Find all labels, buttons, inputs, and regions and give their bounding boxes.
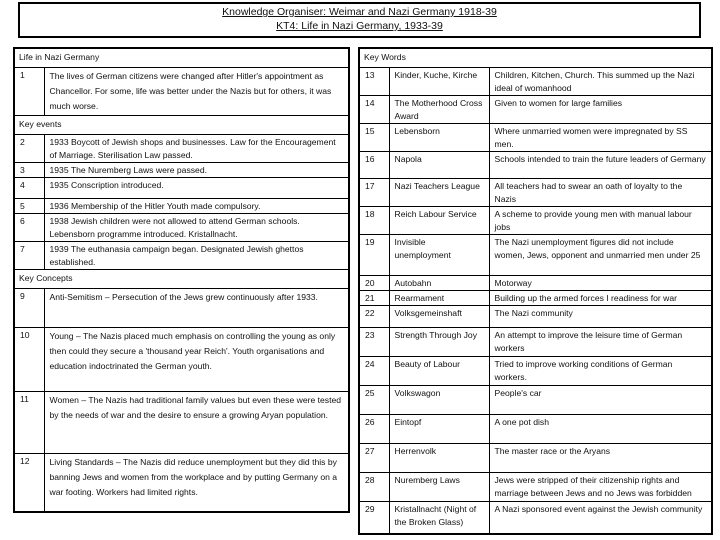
section-title: Key events (14, 116, 349, 135)
key-word-row (359, 235, 712, 276)
key-word-definition: The Nazi community (489, 306, 712, 328)
key-word-row (359, 276, 712, 291)
key-word-term: Beauty of Labour (389, 357, 489, 386)
event-row (14, 199, 349, 214)
key-word-row (359, 179, 712, 207)
row-text: 1936 Membership of the Hitler Youth made compulsory. (44, 199, 349, 214)
life-in-nazi-germany-table (13, 47, 350, 513)
section-header-overview (14, 48, 349, 68)
key-word-term: Eintopf (389, 415, 489, 444)
row-number: 22 (359, 306, 389, 328)
key-word-term: Volksgemeinshaft (389, 306, 489, 328)
key-word-term: Autobahn (389, 276, 489, 291)
event-row (14, 242, 349, 270)
key-word-row (359, 328, 712, 357)
key-word-definition: Tried to improve working conditions of German workers. (489, 357, 712, 386)
section-title: Key Concepts (14, 270, 349, 289)
key-word-row (359, 357, 712, 386)
key-word-definition: An attempt to improve the leisure time of German workers (489, 328, 712, 357)
key-word-term: Kristallnacht (Night of the Broken Glass) (389, 502, 489, 535)
key-words-table (358, 47, 713, 535)
key-word-row (359, 68, 712, 96)
row-text: 1935 Conscription introduced. (44, 178, 349, 199)
concept-row (14, 289, 349, 328)
document-subtitle: KT4: Life in Nazi Germany, 1933-39 (276, 20, 443, 32)
row-number: 29 (359, 502, 389, 535)
concept-row (14, 392, 349, 454)
key-word-term: Invisible unemployment (389, 235, 489, 276)
row-number: 13 (359, 68, 389, 96)
row-number: 3 (14, 163, 44, 178)
key-word-term: The Motherhood Cross Award (389, 96, 489, 124)
key-word-term: Lebensborn (389, 124, 489, 152)
key-word-definition: A scheme to provide young men with manual labour jobs (489, 207, 712, 235)
row-number: 19 (359, 235, 389, 276)
key-word-term: Rearmament (389, 291, 489, 306)
row-number: 11 (14, 392, 44, 454)
key-word-definition: Building up the armed forces I readiness for war (489, 291, 712, 306)
event-row (14, 214, 349, 242)
key-word-definition: The master race or the Aryans (489, 444, 712, 473)
row-text: The lives of German citizens were changed after Hitler's appointment as Chancellor. For some, life was better under the Nazis but for others, it was much worse. (44, 68, 349, 116)
key-word-definition: Jews were stripped of their citizenship rights and marriage between Jews and no Jews was forbidden (489, 473, 712, 502)
key-word-row (359, 152, 712, 179)
key-word-term: Volkswagon (389, 386, 489, 415)
key-word-term: Herrenvolk (389, 444, 489, 473)
key-word-row (359, 415, 712, 444)
event-row (14, 163, 349, 178)
row-text: Anti-Semitism – Persecution of the Jews grew continuously after 1933. (44, 289, 349, 328)
row-number: 10 (14, 328, 44, 392)
key-word-term: Kinder, Kuche, Kirche (389, 68, 489, 96)
row-number: 28 (359, 473, 389, 502)
row-number: 25 (359, 386, 389, 415)
row-number: 23 (359, 328, 389, 357)
key-word-row (359, 207, 712, 235)
section-title: Key Words (359, 48, 712, 68)
key-word-definition: Given to women for large families (489, 96, 712, 124)
key-word-definition: Motorway (489, 276, 712, 291)
row-number: 17 (359, 179, 389, 207)
section-header-key-words (359, 48, 712, 68)
key-word-definition: A one pot dish (489, 415, 712, 444)
concept-row (14, 328, 349, 392)
row-number: 7 (14, 242, 44, 270)
key-word-definition: All teachers had to swear an oath of loyalty to the Nazis (489, 179, 712, 207)
key-word-term: Nuremberg Laws (389, 473, 489, 502)
key-word-term: Reich Labour Service (389, 207, 489, 235)
row-number: 6 (14, 214, 44, 242)
key-word-definition: People's car (489, 386, 712, 415)
document-header (18, 2, 701, 38)
row-text: Young – The Nazis placed much emphasis on controlling the young as only then could they secure a 'thousand year Reich'. Youth organisations and education indoctrinated the German youth. (44, 328, 349, 392)
key-word-definition: Where unmarried women were impregnated by SS men. (489, 124, 712, 152)
event-row (14, 135, 349, 163)
row-number: 14 (359, 96, 389, 124)
row-number: 27 (359, 444, 389, 473)
concept-row (14, 454, 349, 513)
key-word-definition: A Nazi sponsored event against the Jewish community (489, 502, 712, 535)
row-text: 1935 The Nuremberg Laws were passed. (44, 163, 349, 178)
document-title: Knowledge Organiser: Weimar and Nazi Germany 1918-39 (222, 6, 497, 18)
key-word-term: Strength Through Joy (389, 328, 489, 357)
key-word-row (359, 291, 712, 306)
key-word-row (359, 96, 712, 124)
key-word-definition: The Nazi unemployment figures did not include women, Jews, opponent and unmarried men under 25 (489, 235, 712, 276)
key-word-term: Nazi Teachers League (389, 179, 489, 207)
row-text: Women – The Nazis had traditional family values but even these were tested by the needs of war and the desire to ensure a growing Aryan population. (44, 392, 349, 454)
row-number: 15 (359, 124, 389, 152)
key-word-term: Napola (389, 152, 489, 179)
row-number: 26 (359, 415, 389, 444)
row-number: 2 (14, 135, 44, 163)
overview-row (14, 68, 349, 116)
key-word-row (359, 124, 712, 152)
section-title: Life in Nazi Germany (14, 48, 349, 68)
row-number: 20 (359, 276, 389, 291)
key-word-row (359, 386, 712, 415)
row-number: 5 (14, 199, 44, 214)
row-number: 18 (359, 207, 389, 235)
row-number: 24 (359, 357, 389, 386)
section-header-concepts (14, 270, 349, 289)
row-text: 1938 Jewish children were not allowed to attend German schools. Lebensborn programme introduced. Kristallnacht. (44, 214, 349, 242)
row-number: 16 (359, 152, 389, 179)
row-text: 1933 Boycott of Jewish shops and businesses. Law for the Encouragement of Marriage. Sterilisation Law passed. (44, 135, 349, 163)
row-number: 21 (359, 291, 389, 306)
section-header-events (14, 116, 349, 135)
key-word-row (359, 444, 712, 473)
row-number: 4 (14, 178, 44, 199)
row-text: Living Standards – The Nazis did reduce unemployment but they did this by banning Jews and women from the workplace and by putting Germany on a war footing. Workers had limited rights. (44, 454, 349, 513)
event-row (14, 178, 349, 199)
key-word-row (359, 306, 712, 328)
key-word-row (359, 502, 712, 535)
key-word-definition: Schools intended to train the future leaders of Germany (489, 152, 712, 179)
row-number: 9 (14, 289, 44, 328)
key-word-row (359, 473, 712, 502)
key-word-definition: Children, Kitchen, Church. This summed up the Nazi ideal of womanhood (489, 68, 712, 96)
row-text: 1939 The euthanasia campaign began. Designated Jewish ghettos established. (44, 242, 349, 270)
row-number: 1 (14, 68, 44, 116)
row-number: 12 (14, 454, 44, 513)
